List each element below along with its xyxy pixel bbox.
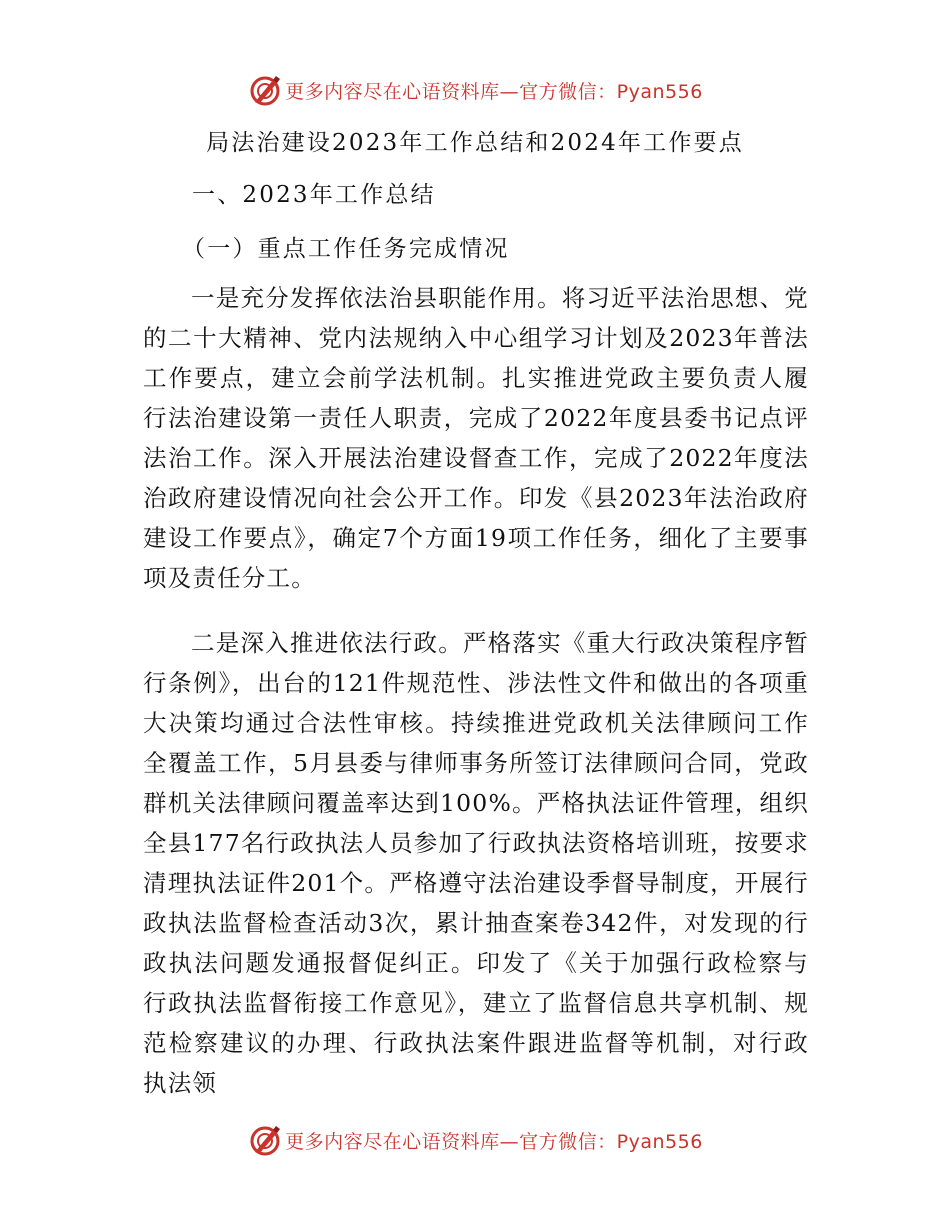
watermark-header — [0, 70, 950, 110]
watermark-text — [285, 1127, 703, 1154]
watermark-text — [285, 77, 703, 104]
pen-circle-logo-icon — [247, 1122, 283, 1158]
paragraph-1: 一是充分发挥依法治县职能作用。将习近平法治思想、党的二十大精神、党内法规纳入中心组学习计划及2023年普法工作要点，建立会前学法机制。扎实推进党政主要负责人履行法治建设第一责任人职责，完成了2022年度县委书记点评法治工作。深入开展法治建设督查工作，完成了2022年度法治政府建设情况向社会公开工作。印发《县2023年法治政府建设工作要点》，确定7个方面19项工作任务，细化了主要事项及责任分工。 — [143, 284, 809, 592]
paragraph-2: 二是深入推进依法行政。严格落实《重大行政决策程序暂行条例》，出台的121件规范性、涉法性文件和做出的各项重大决策均通过合法性审核。持续推进党政机关法律顾问工作全覆盖工作，5月县委与律师事务所签订法律顾问合同，党政群机关法律顾问覆盖率达到100%。严格执法证件管理，组织全县177名行政执法人员参加了行政执法资格培训班，按要求清理执法证件201个。严格遵守法治建设季督导制度，开展行政执法监督检查活动3次，累计抽查案卷342件，对发现的行政执法问题发通报督促纠正。印发了《关于加强行政检察与行政执法监督衔接工作意见》，建立了监督信息共享机制、规范检察建议的办理、行政执法案件跟进监督等机制，对行政执法领 — [143, 629, 809, 1097]
watermark-footer — [0, 1120, 950, 1160]
watermark-separator: — — [499, 1130, 520, 1153]
section-heading: 一、2023年工作总结 — [192, 182, 436, 208]
subsection-heading: （一）重点工作任务完成情况 — [182, 236, 510, 262]
watermark-brand: 更多内容尽在心语资料库 — [285, 80, 500, 103]
watermark-contact: 官方微信：Pyan556 — [519, 80, 703, 103]
watermark-brand: 更多内容尽在心语资料库 — [285, 1130, 500, 1153]
watermark-separator: — — [499, 80, 520, 103]
pen-circle-logo-icon — [247, 72, 283, 108]
document-title: 局法治建设2023年工作总结和2024年工作要点 — [206, 130, 744, 156]
watermark-contact: 官方微信：Pyan556 — [519, 1130, 703, 1153]
